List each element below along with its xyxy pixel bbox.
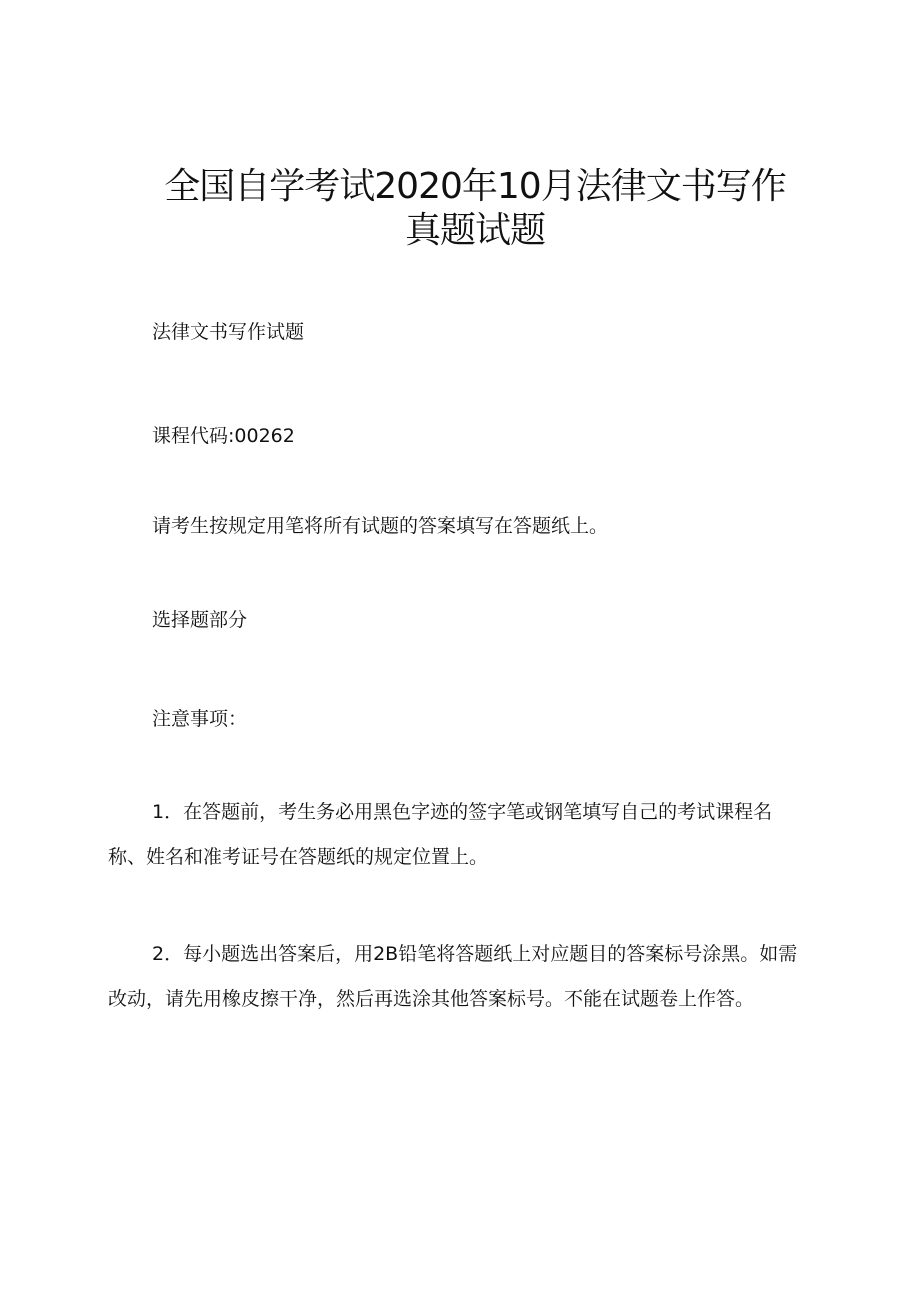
subject-line: 法律文书写作试题	[152, 321, 305, 343]
instruction-text: 请考生按规定用笔将所有试题的答案填写在答题纸上。	[152, 515, 609, 537]
course-code: 课程代码:00262	[152, 425, 295, 447]
notes-heading: 注意事项：	[152, 708, 248, 730]
section-heading: 选择题部分	[152, 609, 248, 631]
note-item: 1．在答题前，考生务必用黑色字迹的签字笔或钢笔填写自己的考试课程名称、姓名和准考证号在答题纸的规定位置上。	[108, 801, 773, 868]
document-title: 全国自学考试2020年10月法律文书写作真题试题	[164, 166, 786, 251]
note-item: 2．每小题选出答案后，用2B铅笔将答题纸上对应题目的答案标号涂黑。如需改动，请先用橡皮擦干净，然后再选涂其他答案标号。不能在试题卷上作答。	[108, 943, 798, 1010]
